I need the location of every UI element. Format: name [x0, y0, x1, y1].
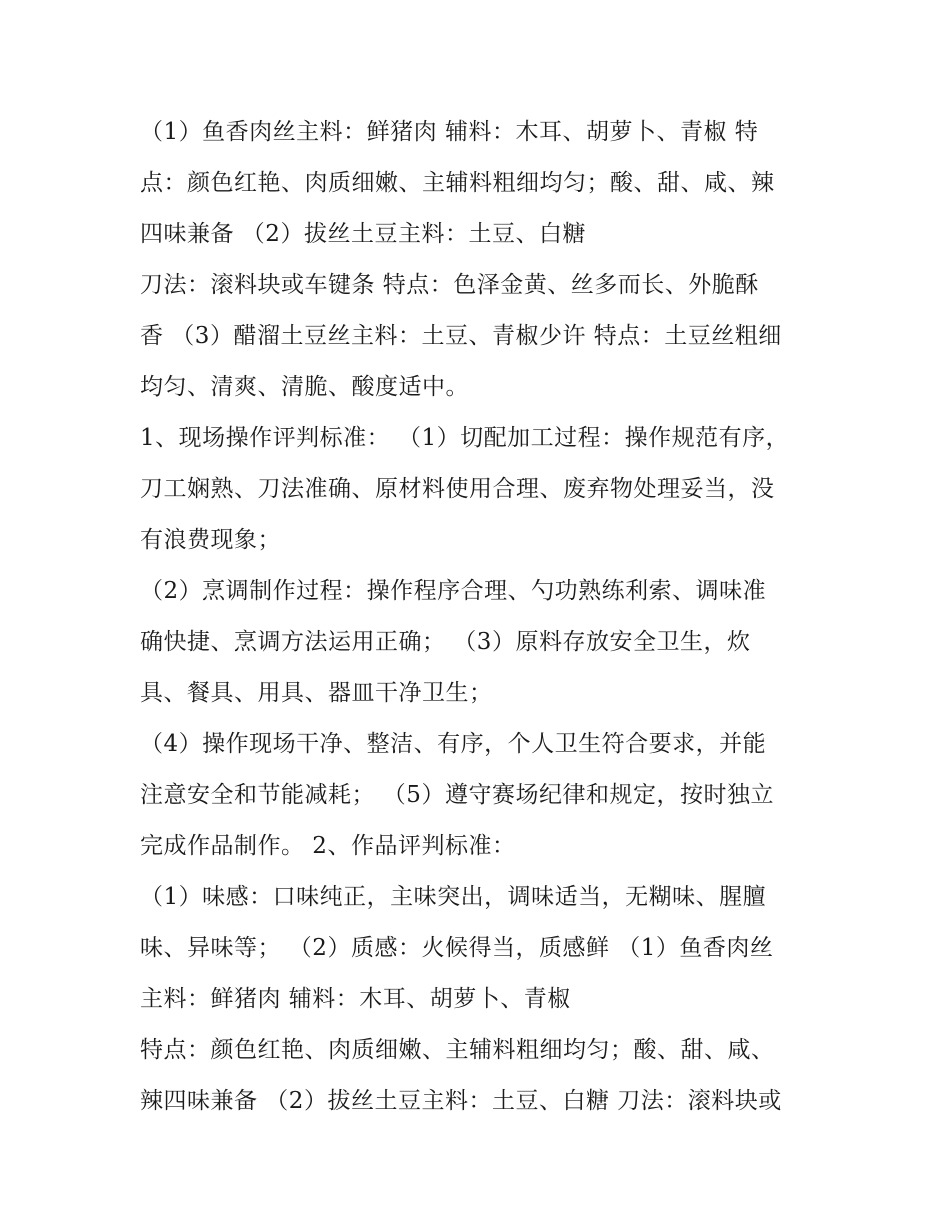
text-line: 刀工娴熟、刀法准确、原材料使用合理、废弃物处理妥当，没 — [140, 476, 775, 502]
text-line: 主料：鲜猪肉 辅料：木耳、胡萝卜、青椒 — [140, 986, 571, 1012]
text-line: 味、异味等； （2）质感：火候得当，质感鲜 （1）鱼香肉丝 — [140, 935, 774, 961]
text-line: （1）味感：口味纯正，主味突出，调味适当，无糊味、腥膻 — [140, 884, 767, 910]
text-line: 点：颜色红艳、肉质细嫩、主辅料粗细均匀；酸、甜、咸、辣 — [140, 170, 775, 196]
text-line: 四味兼备 （2）拔丝土豆主料：土豆、白糖 — [140, 221, 586, 247]
text-line: 确快捷、烹调方法运用正确； （3）原料存放安全卫生，炊 — [140, 629, 751, 655]
text-line: （2）烹调制作过程：操作程序合理、勺功熟练利索、调味准 — [140, 578, 767, 604]
text-line: 注意安全和节能减耗； （5）遵守赛场纪律和规定，按时独立 — [140, 782, 774, 808]
text-line: （1）鱼香肉丝主料：鲜猪肉 辅料：木耳、胡萝卜、青椒 特 — [140, 119, 759, 145]
text-line: （4）操作现场干净、整洁、有序，个人卫生符合要求，并能 — [140, 731, 767, 757]
text-line: 1、现场操作评判标准： （1）切配加工过程：操作规范有序， — [140, 425, 790, 451]
text-line: 特点：颜色红艳、肉质细嫩、主辅料粗细均匀；酸、甜、咸、 — [140, 1037, 775, 1063]
text-line: 辣四味兼备 （2）拔丝土豆主料：土豆、白糖 刀法：滚料块或 — [140, 1088, 782, 1114]
text-line: 均匀、清爽、清脆、酸度适中。 — [140, 374, 469, 400]
text-line: 刀法：滚料块或车键条 特点：色泽金黄、丝多而长、外脆酥 — [140, 272, 759, 298]
text-line: 具、餐具、用具、器皿干净卫生； — [140, 680, 493, 706]
text-line: 有浪费现象； — [140, 527, 281, 553]
document-body — [140, 107, 840, 1127]
text-line: 香 （3）醋溜土豆丝主料：土豆、青椒少许 特点：土豆丝粗细 — [140, 323, 782, 349]
text-line: 完成作品制作。 2、作品评判标准： — [140, 833, 516, 859]
